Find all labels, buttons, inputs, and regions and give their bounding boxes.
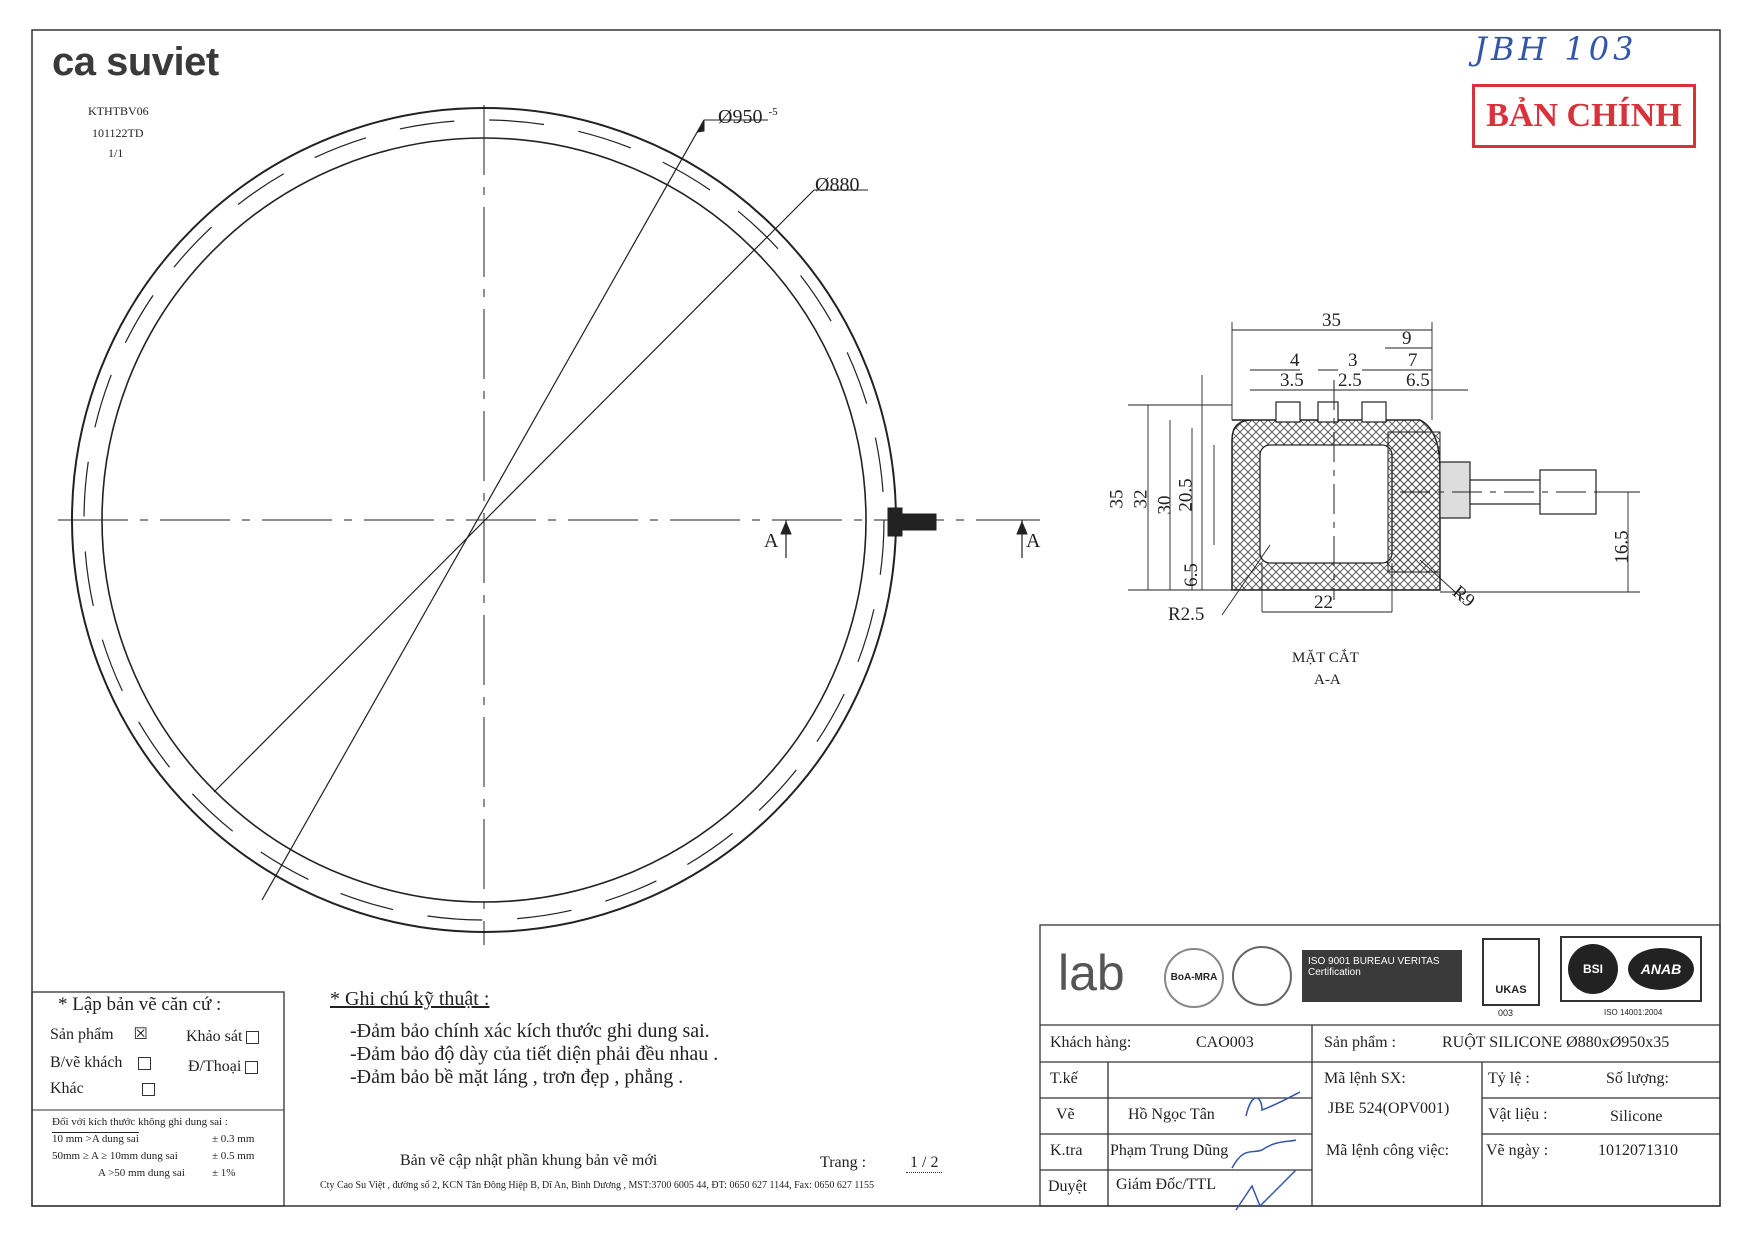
job-label: Mã lệnh công việc:: [1326, 1142, 1450, 1159]
update-note: Bản vẽ cập nhật phần khung bản vẽ mới: [400, 1152, 658, 1169]
boa-mra-logo: BoA-MRA: [1164, 948, 1224, 1008]
company-logo: [52, 40, 219, 85]
dim-radius-2-5: R2.5: [1168, 604, 1205, 625]
tolerance-row-2: 50mm ≥ A ≥ 10mm dung sai: [52, 1150, 178, 1162]
ukas-number: 003: [1498, 1008, 1514, 1018]
lab-logo: lab: [1058, 945, 1125, 1001]
tolerance-row-3: A >50 mm dung sai: [98, 1167, 185, 1179]
order-label: Mã lệnh SX:: [1324, 1070, 1406, 1087]
notes-heading: * Ghi chú kỹ thuật :: [330, 988, 490, 1010]
dim-left-20-5: 20.5: [1175, 478, 1197, 512]
tolerance-title: Đối với kích thước không ghi dung sai :: [52, 1116, 228, 1128]
anab-logo: ANAB: [1628, 948, 1694, 990]
section-marker-right: A: [1026, 530, 1041, 552]
dim-top-3: 3: [1348, 350, 1358, 371]
checkbox-survey: [246, 1031, 259, 1044]
dim-top-9: 9: [1402, 328, 1412, 349]
order-value: JBE 524(OPV001): [1328, 1100, 1450, 1117]
outer-tolerance: -5: [768, 106, 778, 119]
basis-product: Sản phẩm ☒: [50, 1025, 148, 1043]
tolerance-value-1: ± 0.3 mm: [212, 1133, 255, 1145]
check-label: K.tra: [1050, 1142, 1083, 1159]
tolerance-value-3: ± 1%: [212, 1167, 236, 1179]
material-label: Vật liệu :: [1488, 1106, 1548, 1123]
dim-top-2-5: 2.5: [1338, 370, 1362, 391]
ring-view: [58, 105, 1040, 945]
approve-label: Duyệt: [1048, 1178, 1088, 1195]
tolerance-row-1: 10 mm >A dung sai: [52, 1133, 139, 1145]
product-value: RUỘT SILICONE Ø880xØ950x35: [1442, 1034, 1670, 1051]
outer-diameter-label: Ø950 $^{-5}$: [718, 106, 778, 128]
bsi-anab-frame: [1560, 936, 1702, 1002]
signatures: [1232, 1092, 1300, 1210]
dim-top-35: 35: [1322, 310, 1341, 331]
company-address: Cty Cao Su Việt , đường số 2, KCN Tân Đông Hiệp B, Dĩ An, Bình Dương , MST:3700 6005 44, ĐT: 0650 627 1144, Fax: 0650 627 1155: [320, 1180, 874, 1191]
dim-top-4: 4: [1290, 350, 1300, 371]
ukas-logo: UKAS: [1482, 938, 1540, 1006]
dim-left-35: 35: [1106, 489, 1128, 509]
quantity-label: Số lượng:: [1606, 1070, 1669, 1087]
dim-top-6-5: 6.5: [1406, 370, 1430, 391]
approve-by: Giám Đốc/TTL: [1116, 1176, 1216, 1193]
basis-phone: Đ/Thoại: [188, 1058, 258, 1076]
design-label: T.kế: [1050, 1070, 1078, 1087]
basis-customer-drawing: B/vẽ khách: [50, 1054, 151, 1072]
date-value: 1012071310: [1598, 1142, 1678, 1159]
section-marker-left: A: [764, 530, 779, 552]
accreditation-seal-icon: [1232, 946, 1292, 1006]
basis-survey: Khảo sát: [186, 1028, 259, 1046]
note-line-2: -Đảm bảo độ dày của tiết diện phải đều nhau .: [350, 1043, 719, 1065]
section-aa: [1128, 322, 1640, 615]
dim-radius-9: R9: [1448, 581, 1479, 612]
sheet-border: [32, 30, 1720, 1206]
inner-diameter-label: Ø880: [815, 174, 860, 196]
dim-bottom-22: 22: [1314, 592, 1333, 613]
checkbox-other: [142, 1083, 155, 1096]
product-label: Sản phẩm :: [1324, 1034, 1396, 1051]
note-line-3: -Đảm bảo bề mặt láng , trơn đẹp , phẳng .: [350, 1066, 684, 1088]
customer-value: CAO003: [1196, 1034, 1254, 1051]
checkbox-product: ☒: [133, 1025, 148, 1043]
drawn-by: Hồ Ngọc Tân: [1128, 1106, 1215, 1123]
basis-other: Khác: [50, 1080, 155, 1098]
checkbox-phone: [245, 1061, 258, 1074]
doc-number: 101122TD: [92, 126, 144, 140]
dim-top-7: 7: [1408, 350, 1418, 371]
iso-14001-label: ISO 14001:2004: [1604, 1008, 1663, 1017]
tolerance-value-2: ± 0.5 mm: [212, 1150, 255, 1162]
logo-text: ca suviet: [52, 40, 219, 84]
sheet-number: 1/1: [108, 146, 124, 160]
scale-label: Tỷ lệ :: [1488, 1070, 1530, 1087]
page-value: 1 / 2: [906, 1154, 942, 1173]
section-subtitle: A-A: [1314, 672, 1341, 688]
dim-top-3-5: 3.5: [1280, 370, 1304, 391]
doc-code: KTHTBV06: [88, 104, 149, 118]
dim-right-16-5: 16.5: [1611, 530, 1633, 564]
material-value: Silicone: [1610, 1108, 1663, 1125]
dim-left-30: 30: [1154, 495, 1176, 515]
basis-heading: * Lập bản vẽ căn cứ :: [58, 994, 222, 1015]
section-title: MẶT CẮT: [1292, 650, 1359, 666]
note-line-1: -Đảm bảo chính xác kích thước ghi dung sai.: [350, 1020, 710, 1042]
original-stamp: BẢN CHÍNH: [1472, 84, 1696, 148]
page-label: Trang :: [820, 1154, 867, 1171]
bsi-logo: BSI: [1568, 944, 1618, 994]
bureau-veritas-logo: ISO 9001 BUREAU VERITAS Certification: [1302, 950, 1462, 1002]
dim-left-32: 32: [1130, 489, 1152, 509]
drawn-label: Vẽ: [1056, 1106, 1075, 1123]
handwritten-code: JBH 103: [1474, 30, 1638, 68]
checkbox-customer-drawing: [138, 1057, 151, 1070]
dim-left-6-5: 6.5: [1180, 563, 1202, 587]
check-by: Phạm Trung Dũng: [1110, 1142, 1229, 1159]
customer-label: Khách hàng:: [1050, 1034, 1132, 1051]
date-label: Vẽ ngày :: [1486, 1142, 1549, 1159]
